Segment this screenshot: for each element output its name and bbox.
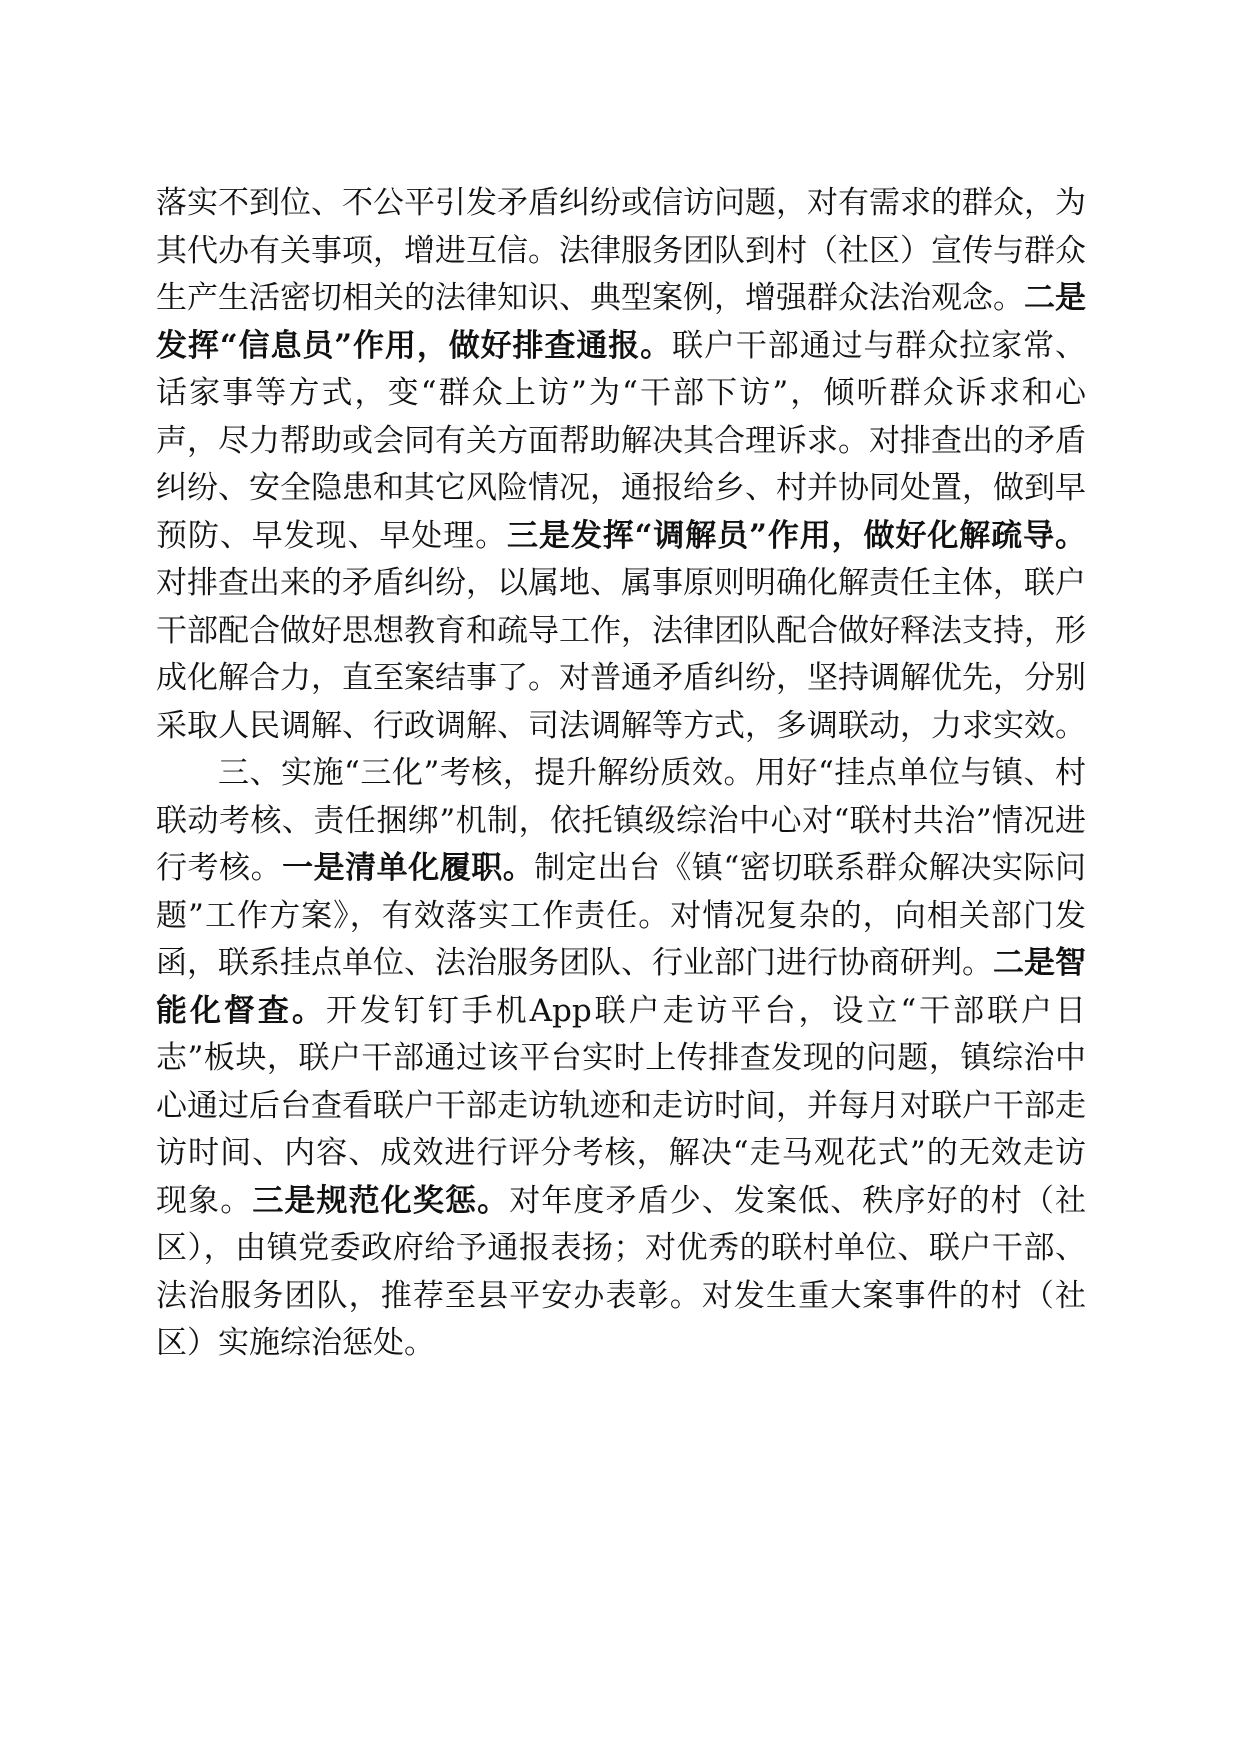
document-page <box>156 180 1086 1368</box>
paragraph-text: 开发钉钉手机App联户走访平台，设立“干部联户日志”板块，联户干部通过该平台实时上传排查发现的问题，镇综治中心通过后台查看联户干部走访轨迹和走访时间，并每月对联户干部走访时间、内容、成效进行评分考核，解决“走马观花式”的无效走访现象。 <box>156 992 1087 1219</box>
paragraph-text: 落实不到位、不公平引发矛盾纠纷或信访问题，对有需求的群众，为其代办有关事项，增进互信。法律服务团队到村（社区）宣传与群众生产生活密切相关的法律知识、典型案例，增强群众法治观念。 <box>156 185 1086 316</box>
paragraph-text: 对年度矛盾少、发案低、秩序好的村（社区），由镇党委政府给予通报表扬；对优秀的联村单位、联户干部、法治服务团队，推荐至县平安办表彰。对发生重大案事件的村（社区）实施综治惩处。 <box>156 1182 1087 1361</box>
bold-point-mediator: 三是发挥“调解员”作用，做好化解疏导。 <box>507 517 1087 554</box>
paragraph-text: 联户干部通过与群众拉家常、话家事等方式，变“群众上访”为“干部下访”，倾听群众诉求和心声，尽力帮助或会同有关方面帮助解决其合理诉求。对排查出的矛盾纠纷、安全隐患和其它风险情况，通报给乡、村并协同处置，做到早预防、早发现、早处理。 <box>156 327 1087 554</box>
paragraph-dispute-handling <box>156 180 1086 750</box>
paragraph-text: 用好“挂点单位与镇、村联动考核、责任捆绑”机制，依托镇级综治中心对“联村共治”情况进行考核。 <box>156 755 1086 886</box>
bold-point-rewards-penalties: 三是规范化奖惩。 <box>252 1182 510 1219</box>
paragraph-text: 对排查出来的矛盾纠纷，以属地、属事原则明确化解责任主体，联户干部配合做好思想教育和疏导工作，法律团队配合做好释法支持，形成化解合力，直至案结事了。对普通矛盾纠纷，坚持调解优先，分别采取人民调解、行政调解、司法调解等方式，多调联动，力求实效。 <box>156 565 1086 744</box>
paragraph-text: 制定出台《镇“密切联系群众解决实际问题”工作方案》，有效落实工作责任。对情况复杂的，向相关部门发函，联系挂点单位、法治服务团队、行业部门进行协商研判。 <box>156 850 1087 981</box>
section-heading: 三、实施“三化”考核，提升解纷质效。 <box>218 755 755 791</box>
bold-point-checklist: 一是清单化履职。 <box>282 850 535 886</box>
bold-point-smart-supervision: 二是智能化督查。 <box>156 945 1086 1029</box>
bold-point-information-officer: 二是发挥“信息员”作用，做好排查通报。 <box>156 280 1086 364</box>
paragraph-assessment <box>156 750 1086 1368</box>
